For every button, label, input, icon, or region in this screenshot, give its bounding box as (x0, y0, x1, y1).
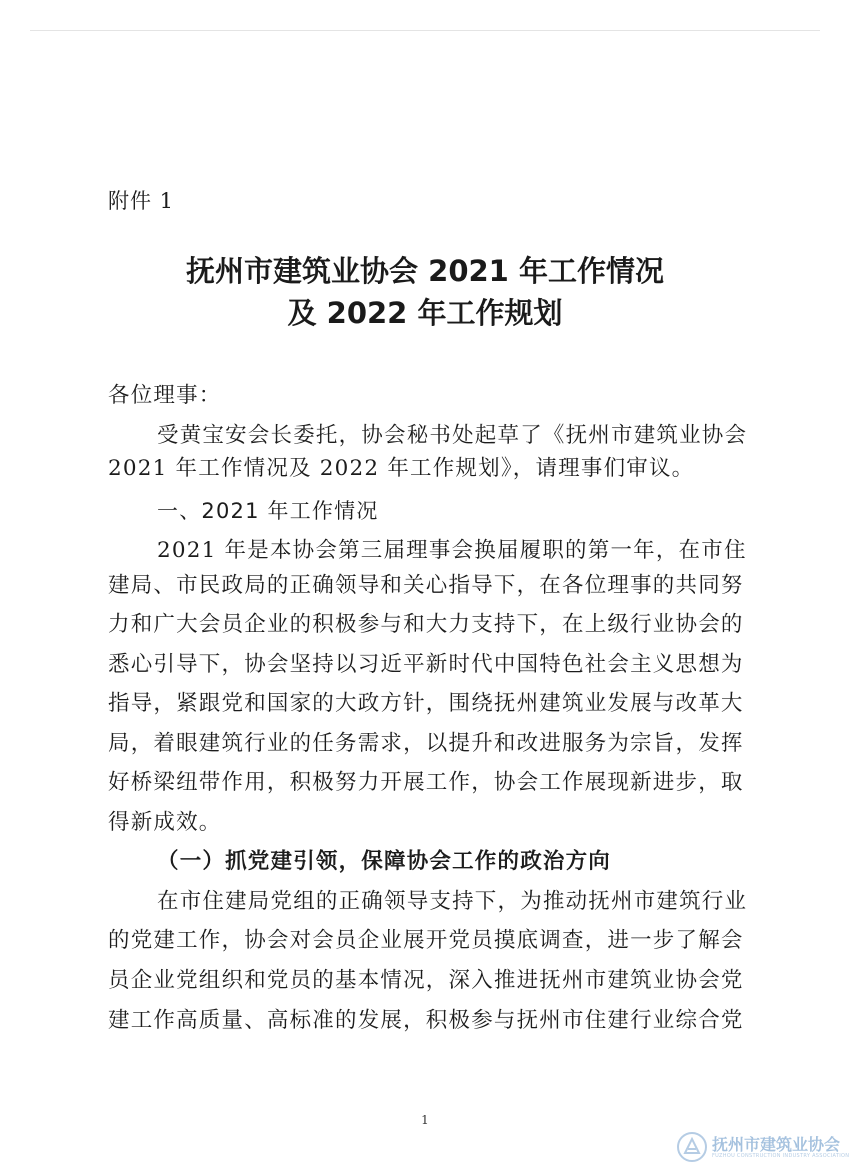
paragraph-line: 的党建工作，协会对会员企业展开党员摸底调查，进一步了解会 (108, 928, 744, 953)
paragraph-line: 员企业党组织和党员的基本情况，深入推进抚州市建筑业协会党 (108, 968, 744, 993)
paragraph-line: 建工作高质量、高标准的发展，积极参与抚州市住建行业综合党 (108, 1008, 744, 1033)
watermark-subtext: FUZHOU CONSTRUCTION INDUSTRY ASSOCIATION (712, 1153, 850, 1159)
document-title-line-1: 抚州市建筑业协会 2021 年工作情况 (186, 254, 664, 288)
paragraph-line: 悉心引导下，协会坚持以习近平新时代中国特色社会主义思想为 (108, 652, 744, 677)
paragraph-line: 好桥梁纽带作用，积极努力开展工作，协会工作展现新进步，取 (108, 770, 744, 795)
paragraph-line: 局，着眼建筑行业的任务需求，以提升和改进服务为宗旨，发挥 (108, 731, 744, 756)
paragraph-line: 在市住建局党组的正确领导支持下，为推动抚州市建筑行业 (157, 889, 748, 914)
association-watermark (670, 1127, 850, 1167)
section-heading: 一、2021 年工作情况 (157, 499, 379, 523)
intro-line: 受黄宝安会长委托，协会秘书处起草了《抚州市建筑业协会 (157, 423, 748, 448)
paragraph-line: 建局、市民政局的正确领导和关心指导下，在各位理事的共同努 (108, 573, 744, 598)
association-logo-icon (676, 1131, 708, 1163)
watermark-text: 抚州市建筑业协会 (712, 1135, 841, 1154)
document-title-line-2: 及 2022 年工作规划 (287, 296, 563, 330)
subsection-heading: （一）抓党建引领，保障协会工作的政治方向 (157, 849, 612, 874)
paragraph-line: 力和广大会员企业的积极参与和大力支持下，在上级行业协会的 (108, 612, 744, 637)
page-number: 1 (421, 1113, 429, 1127)
salutation: 各位理事： (108, 383, 222, 408)
paragraph-line: 指导，紧跟党和国家的大政方针，围绕抚州建筑业发展与改革大 (108, 691, 744, 716)
paragraph-line: 得新成效。 (108, 810, 222, 835)
scan-edge-line (30, 30, 820, 31)
paragraph-line: 2021 年是本协会第三届理事会换届履职的第一年，在市住 (157, 538, 747, 563)
attachment-label: 附件 1 (108, 189, 175, 213)
intro-line: 2021 年工作情况及 2022 年工作规划》，请理事们审议。 (108, 456, 695, 481)
